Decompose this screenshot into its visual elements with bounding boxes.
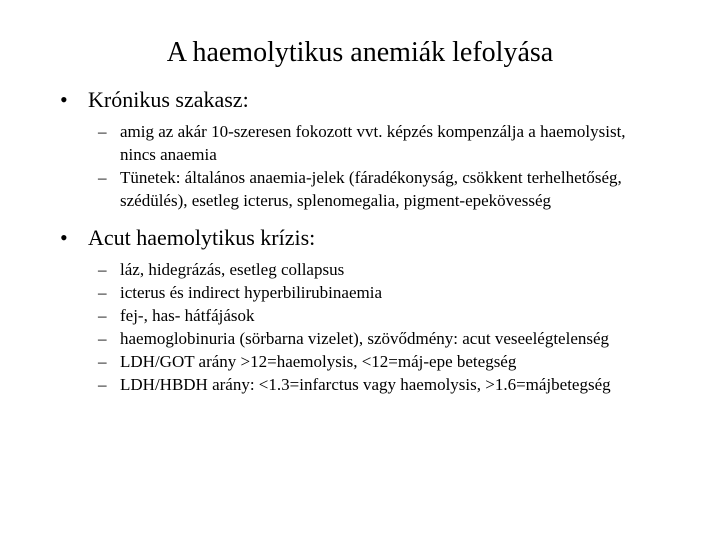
- dash-icon: –: [98, 122, 107, 141]
- bullet-heading: Krónikus szakasz:: [88, 87, 249, 112]
- dash-icon: –: [98, 283, 107, 302]
- list-item: [0, 258, 640, 281]
- list-item-text: LDH/HBDH arány: <1.3=infarctus vagy haemolysis, >1.6=májbetegség: [120, 375, 611, 394]
- bullet-heading: Acut haemolytikus krízis:: [88, 225, 316, 250]
- list-item: [0, 373, 640, 396]
- bullet-chronic-phase: [0, 86, 720, 114]
- chronic-phase-list: [0, 120, 720, 212]
- list-item-text: haemoglobinuria (sörbarna vizelet), szövődmény: acut veseelégtelenség: [120, 329, 610, 348]
- dash-icon: –: [98, 375, 107, 394]
- list-item: [0, 327, 640, 350]
- list-item-text: icterus és indirect hyperbilirubinaemia: [120, 283, 382, 302]
- list-item-text: amig az akár 10-szeresen fokozott vvt. képzés kompenzálja a haemolysist, nincs anaemia: [120, 122, 626, 164]
- slide-title: A haemolytikus anemiák lefolyása: [166, 37, 554, 68]
- list-item-text: LDH/GOT arány >12=haemolysis, <12=máj-epe betegség: [120, 352, 517, 371]
- dash-icon: –: [98, 168, 107, 187]
- list-item-text: Tünetek: általános anaemia-jelek (fáradékonyság, csökkent terhelhetőség, szédülés), esetleg icterus, splenomegalia, pigment-epekövesség: [120, 168, 622, 210]
- acute-crisis-list: [0, 258, 720, 396]
- list-item: [0, 281, 640, 304]
- slide-content: [0, 86, 720, 406]
- bullet-icon: •: [60, 87, 68, 112]
- list-item: [0, 350, 640, 373]
- list-item: [0, 120, 640, 166]
- bullet-icon: •: [60, 225, 68, 250]
- bullet-acute-crisis: [0, 224, 720, 252]
- dash-icon: –: [98, 260, 107, 279]
- dash-icon: –: [98, 306, 107, 325]
- dash-icon: –: [98, 352, 107, 371]
- list-item: [0, 166, 640, 212]
- dash-icon: –: [98, 329, 107, 348]
- list-item-text: láz, hidegrázás, esetleg collapsus: [120, 260, 345, 279]
- list-item-text: fej-, has- hátfájások: [120, 306, 255, 325]
- list-item: [0, 304, 640, 327]
